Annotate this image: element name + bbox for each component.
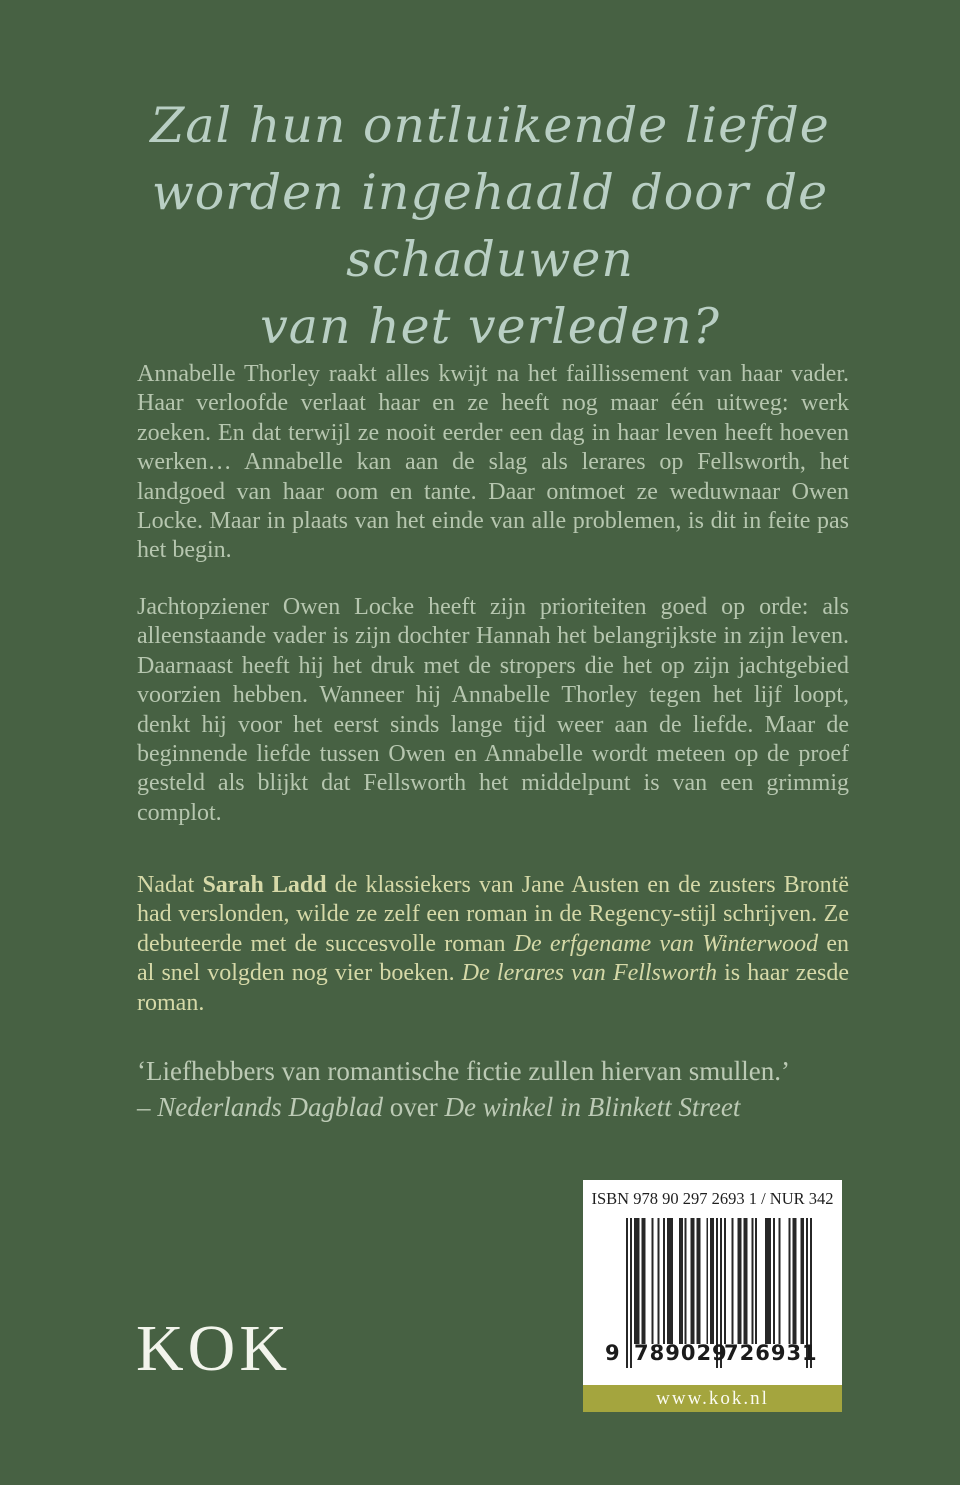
book-title-winterwood: De erfgename van Winterwood xyxy=(513,930,819,957)
bio-text: is haar zesde roman. xyxy=(137,960,849,1016)
barcode-digits-left: 789029 xyxy=(634,1341,728,1365)
website-url: www.kok.nl xyxy=(656,1388,769,1409)
isbn-barcode-block xyxy=(583,1180,842,1412)
book-title-fellsworth: De lerares van Fellsworth xyxy=(461,960,717,987)
website-bar xyxy=(583,1385,842,1412)
isbn-text: ISBN 978 90 297 2693 1 / NUR 342 xyxy=(591,1189,834,1208)
tagline xyxy=(110,92,870,360)
tagline-line-2: worden ingehaald door de schaduwen xyxy=(151,164,829,288)
author-bio xyxy=(137,871,849,1018)
bio-text: en al snel volgden nog vier boeken. xyxy=(137,930,849,987)
publisher-logo: KOK xyxy=(136,1312,291,1385)
book-title-blinkett: De winkel in Blinkett Street xyxy=(444,1092,741,1122)
tagline-line-3: van het verleden? xyxy=(260,298,720,355)
attribution-text: over xyxy=(383,1092,445,1122)
synopsis-paragraph-2: Jachtopziener Owen Locke heeft zijn prioriteiten goed op orde: als alleenstaande vader is zijn dochter Hannah het belangrijkste in zijn leven. Daarnaast heeft hij het druk met de stropers die het op zijn jachtgebied voorzien hebben. Wanneer hij Annabelle Thorley tegen het lijf loopt, denkt hij voor het eerst sinds lange tijd weer aan de liefde. Maar de beginnende liefde tussen Owen en Annabelle wordt meteen op de proef gesteld als blijkt dat Fellsworth het middelpunt is van een grimmig complot. xyxy=(137,594,849,826)
barcode-digits xyxy=(583,1340,842,1366)
review-quote-attribution xyxy=(137,1089,877,1125)
barcode-digit-first: 9 xyxy=(605,1341,620,1365)
synopsis-paragraph-1: Annabelle Thorley raakt alles kwijt na het faillissement van haar vader. Haar verloofde verlaat haar en ze heeft nog maar één uitweg: werk zoeken. En dat terwijl ze nooit eerder een dag in haar leven heeft hoeven werken… Annabelle kan aan de slag als lerares op Fellsworth, het landgoed van haar oom en tante. Daar ontmoet ze weduwnaar Owen Locke. Maar in plaats van het einde van alle problemen, is dit in feite pas het begin. xyxy=(137,361,849,564)
bio-text: de klassiekers van Jane Austen en de zusters Brontë had verslonden, wilde ze zelf een roman in de Regency-stijl schrijven. Ze debuteerde met de succesvolle roman xyxy=(137,872,849,957)
review-quote-text: ‘Liefhebbers van romantische fictie zullen hiervan smullen.’ xyxy=(137,1056,790,1086)
barcode-digits-right: 726931 xyxy=(724,1341,818,1365)
author-name: Sarah Ladd xyxy=(202,872,327,898)
newspaper-name: Nederlands Dagblad xyxy=(157,1092,383,1122)
review-quote xyxy=(137,1053,877,1125)
bio-text: Nadat xyxy=(137,872,203,898)
attribution-dash: – xyxy=(137,1092,158,1122)
tagline-line-1: Zal hun ontluikende liefde xyxy=(150,97,830,154)
